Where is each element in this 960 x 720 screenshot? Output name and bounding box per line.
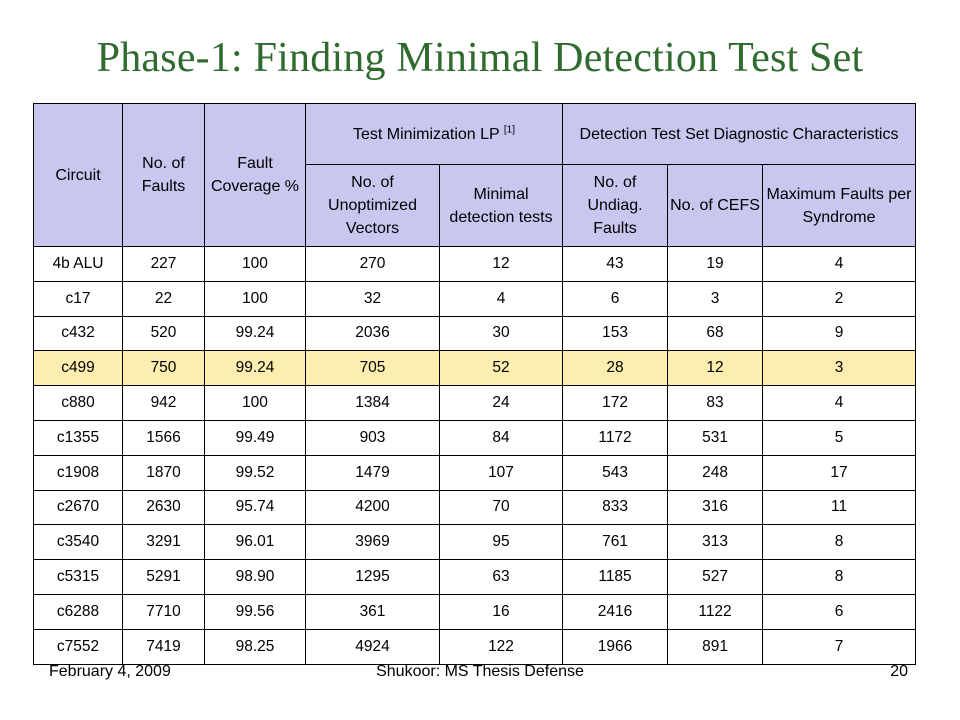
table-cell: 95.74 <box>205 490 306 525</box>
table-cell: 28 <box>563 351 668 386</box>
table-cell: 4 <box>440 281 563 316</box>
table-cell: 43 <box>563 247 668 282</box>
table-cell: c5315 <box>34 560 123 595</box>
table-cell: 19 <box>668 247 763 282</box>
table-cell: 32 <box>306 281 440 316</box>
header-lp-label: Test Minimization LP <box>353 125 500 143</box>
table-cell: 942 <box>123 386 205 421</box>
table-cell: 100 <box>205 247 306 282</box>
table-cell: 99.49 <box>205 420 306 455</box>
table-cell: 52 <box>440 351 563 386</box>
table-cell: 4924 <box>306 629 440 664</box>
table-cell: 5291 <box>123 560 205 595</box>
table-row <box>34 247 916 282</box>
citation-ref: [1] <box>503 124 516 136</box>
table-cell: 6 <box>763 594 916 629</box>
table-cell: 99.24 <box>205 351 306 386</box>
table-cell: c17 <box>34 281 123 316</box>
table-cell: 2036 <box>306 316 440 351</box>
table-cell: 83 <box>668 386 763 421</box>
table-row <box>34 594 916 629</box>
table-cell: 761 <box>563 525 668 560</box>
table-cell: 84 <box>440 420 563 455</box>
table-cell: 99.24 <box>205 316 306 351</box>
table-cell: 9 <box>763 316 916 351</box>
table-cell: 100 <box>205 281 306 316</box>
header-fault-coverage: Fault Coverage % <box>205 104 306 247</box>
table-cell: 361 <box>306 594 440 629</box>
header-diagnostic-characteristics: Detection Test Set Diagnostic Characteristics <box>563 104 916 165</box>
table-cell: 100 <box>205 386 306 421</box>
table-cell: 4 <box>763 386 916 421</box>
table-row <box>34 525 916 560</box>
table-row <box>34 560 916 595</box>
page-number: 20 <box>890 663 908 680</box>
table-cell: 12 <box>668 351 763 386</box>
table-cell: 1384 <box>306 386 440 421</box>
table-cell: 520 <box>123 316 205 351</box>
table-cell: 98.90 <box>205 560 306 595</box>
table-body <box>34 247 916 665</box>
header-unoptimized-vectors: No. of Unoptimized Vectors <box>306 165 440 247</box>
table-cell: 4 <box>763 247 916 282</box>
table-cell: 1295 <box>306 560 440 595</box>
table-cell: 98.25 <box>205 629 306 664</box>
table-row <box>34 281 916 316</box>
table-cell: 1185 <box>563 560 668 595</box>
table-cell: 750 <box>123 351 205 386</box>
header-undiag-faults: No. of Undiag. Faults <box>563 165 668 247</box>
table-cell: 1566 <box>123 420 205 455</box>
table-cell: 527 <box>668 560 763 595</box>
table-row <box>34 490 916 525</box>
header-cefs: No. of CEFS <box>668 165 763 247</box>
header-minimal-detection-tests: Minimal detection tests <box>440 165 563 247</box>
table-cell: 12 <box>440 247 563 282</box>
table-cell: 1479 <box>306 455 440 490</box>
table-cell: c6288 <box>34 594 123 629</box>
table-cell: 705 <box>306 351 440 386</box>
table-cell: c7552 <box>34 629 123 664</box>
table-row <box>34 386 916 421</box>
footer-date: February 4, 2009 <box>49 663 171 680</box>
results-table <box>33 103 916 665</box>
table-cell: 3 <box>668 281 763 316</box>
table-cell: 6 <box>563 281 668 316</box>
table-cell: 227 <box>123 247 205 282</box>
table-cell: 5 <box>763 420 916 455</box>
table-cell: 313 <box>668 525 763 560</box>
table-cell: 122 <box>440 629 563 664</box>
table-cell: 172 <box>563 386 668 421</box>
table-row <box>34 420 916 455</box>
table-cell: 96.01 <box>205 525 306 560</box>
table-cell: 7710 <box>123 594 205 629</box>
table-cell: 99.56 <box>205 594 306 629</box>
table-cell: 99.52 <box>205 455 306 490</box>
table-cell: 2416 <box>563 594 668 629</box>
table-row <box>34 455 916 490</box>
table-cell: 2 <box>763 281 916 316</box>
table-cell: 2630 <box>123 490 205 525</box>
table-cell: 1122 <box>668 594 763 629</box>
table-cell: c1355 <box>34 420 123 455</box>
table-cell: 70 <box>440 490 563 525</box>
table-cell: c880 <box>34 386 123 421</box>
table-cell: 891 <box>668 629 763 664</box>
table-cell: 22 <box>123 281 205 316</box>
footer-presentation-title: Shukoor: MS Thesis Defense <box>376 663 584 680</box>
table-cell: 16 <box>440 594 563 629</box>
table-cell: 107 <box>440 455 563 490</box>
table-row <box>34 316 916 351</box>
table-cell: c3540 <box>34 525 123 560</box>
table-cell: 543 <box>563 455 668 490</box>
table-cell: 270 <box>306 247 440 282</box>
table-cell: 531 <box>668 420 763 455</box>
table-cell: 1172 <box>563 420 668 455</box>
table-cell: 11 <box>763 490 916 525</box>
table-cell: 3291 <box>123 525 205 560</box>
table-cell: 1966 <box>563 629 668 664</box>
table-cell: 4b ALU <box>34 247 123 282</box>
table-cell: 3 <box>763 351 916 386</box>
table-cell: 8 <box>763 525 916 560</box>
table-cell: 3969 <box>306 525 440 560</box>
table-cell: c2670 <box>34 490 123 525</box>
table-row <box>34 629 916 664</box>
table-cell: 7419 <box>123 629 205 664</box>
table-cell: 17 <box>763 455 916 490</box>
table-cell: 63 <box>440 560 563 595</box>
table-cell: 7 <box>763 629 916 664</box>
table-cell: c499 <box>34 351 123 386</box>
table-cell: 24 <box>440 386 563 421</box>
table-cell: 248 <box>668 455 763 490</box>
header-max-faults-per-syndrome: Maximum Faults per Syndrome <box>763 165 916 247</box>
table-cell: 153 <box>563 316 668 351</box>
table-cell: 30 <box>440 316 563 351</box>
table-cell: 833 <box>563 490 668 525</box>
table-cell: 903 <box>306 420 440 455</box>
table-cell: 95 <box>440 525 563 560</box>
slide-title: Phase-1: Finding Minimal Detection Test Set <box>96 35 864 81</box>
header-no-of-faults: No. of Faults <box>123 104 205 247</box>
table-cell: 8 <box>763 560 916 595</box>
table-cell: c432 <box>34 316 123 351</box>
table-cell: 68 <box>668 316 763 351</box>
table-cell: c1908 <box>34 455 123 490</box>
table-row <box>34 351 916 386</box>
header-test-minimization-lp <box>306 104 563 165</box>
table-cell: 4200 <box>306 490 440 525</box>
table-cell: 1870 <box>123 455 205 490</box>
table-cell: 316 <box>668 490 763 525</box>
header-circuit: Circuit <box>34 104 123 247</box>
